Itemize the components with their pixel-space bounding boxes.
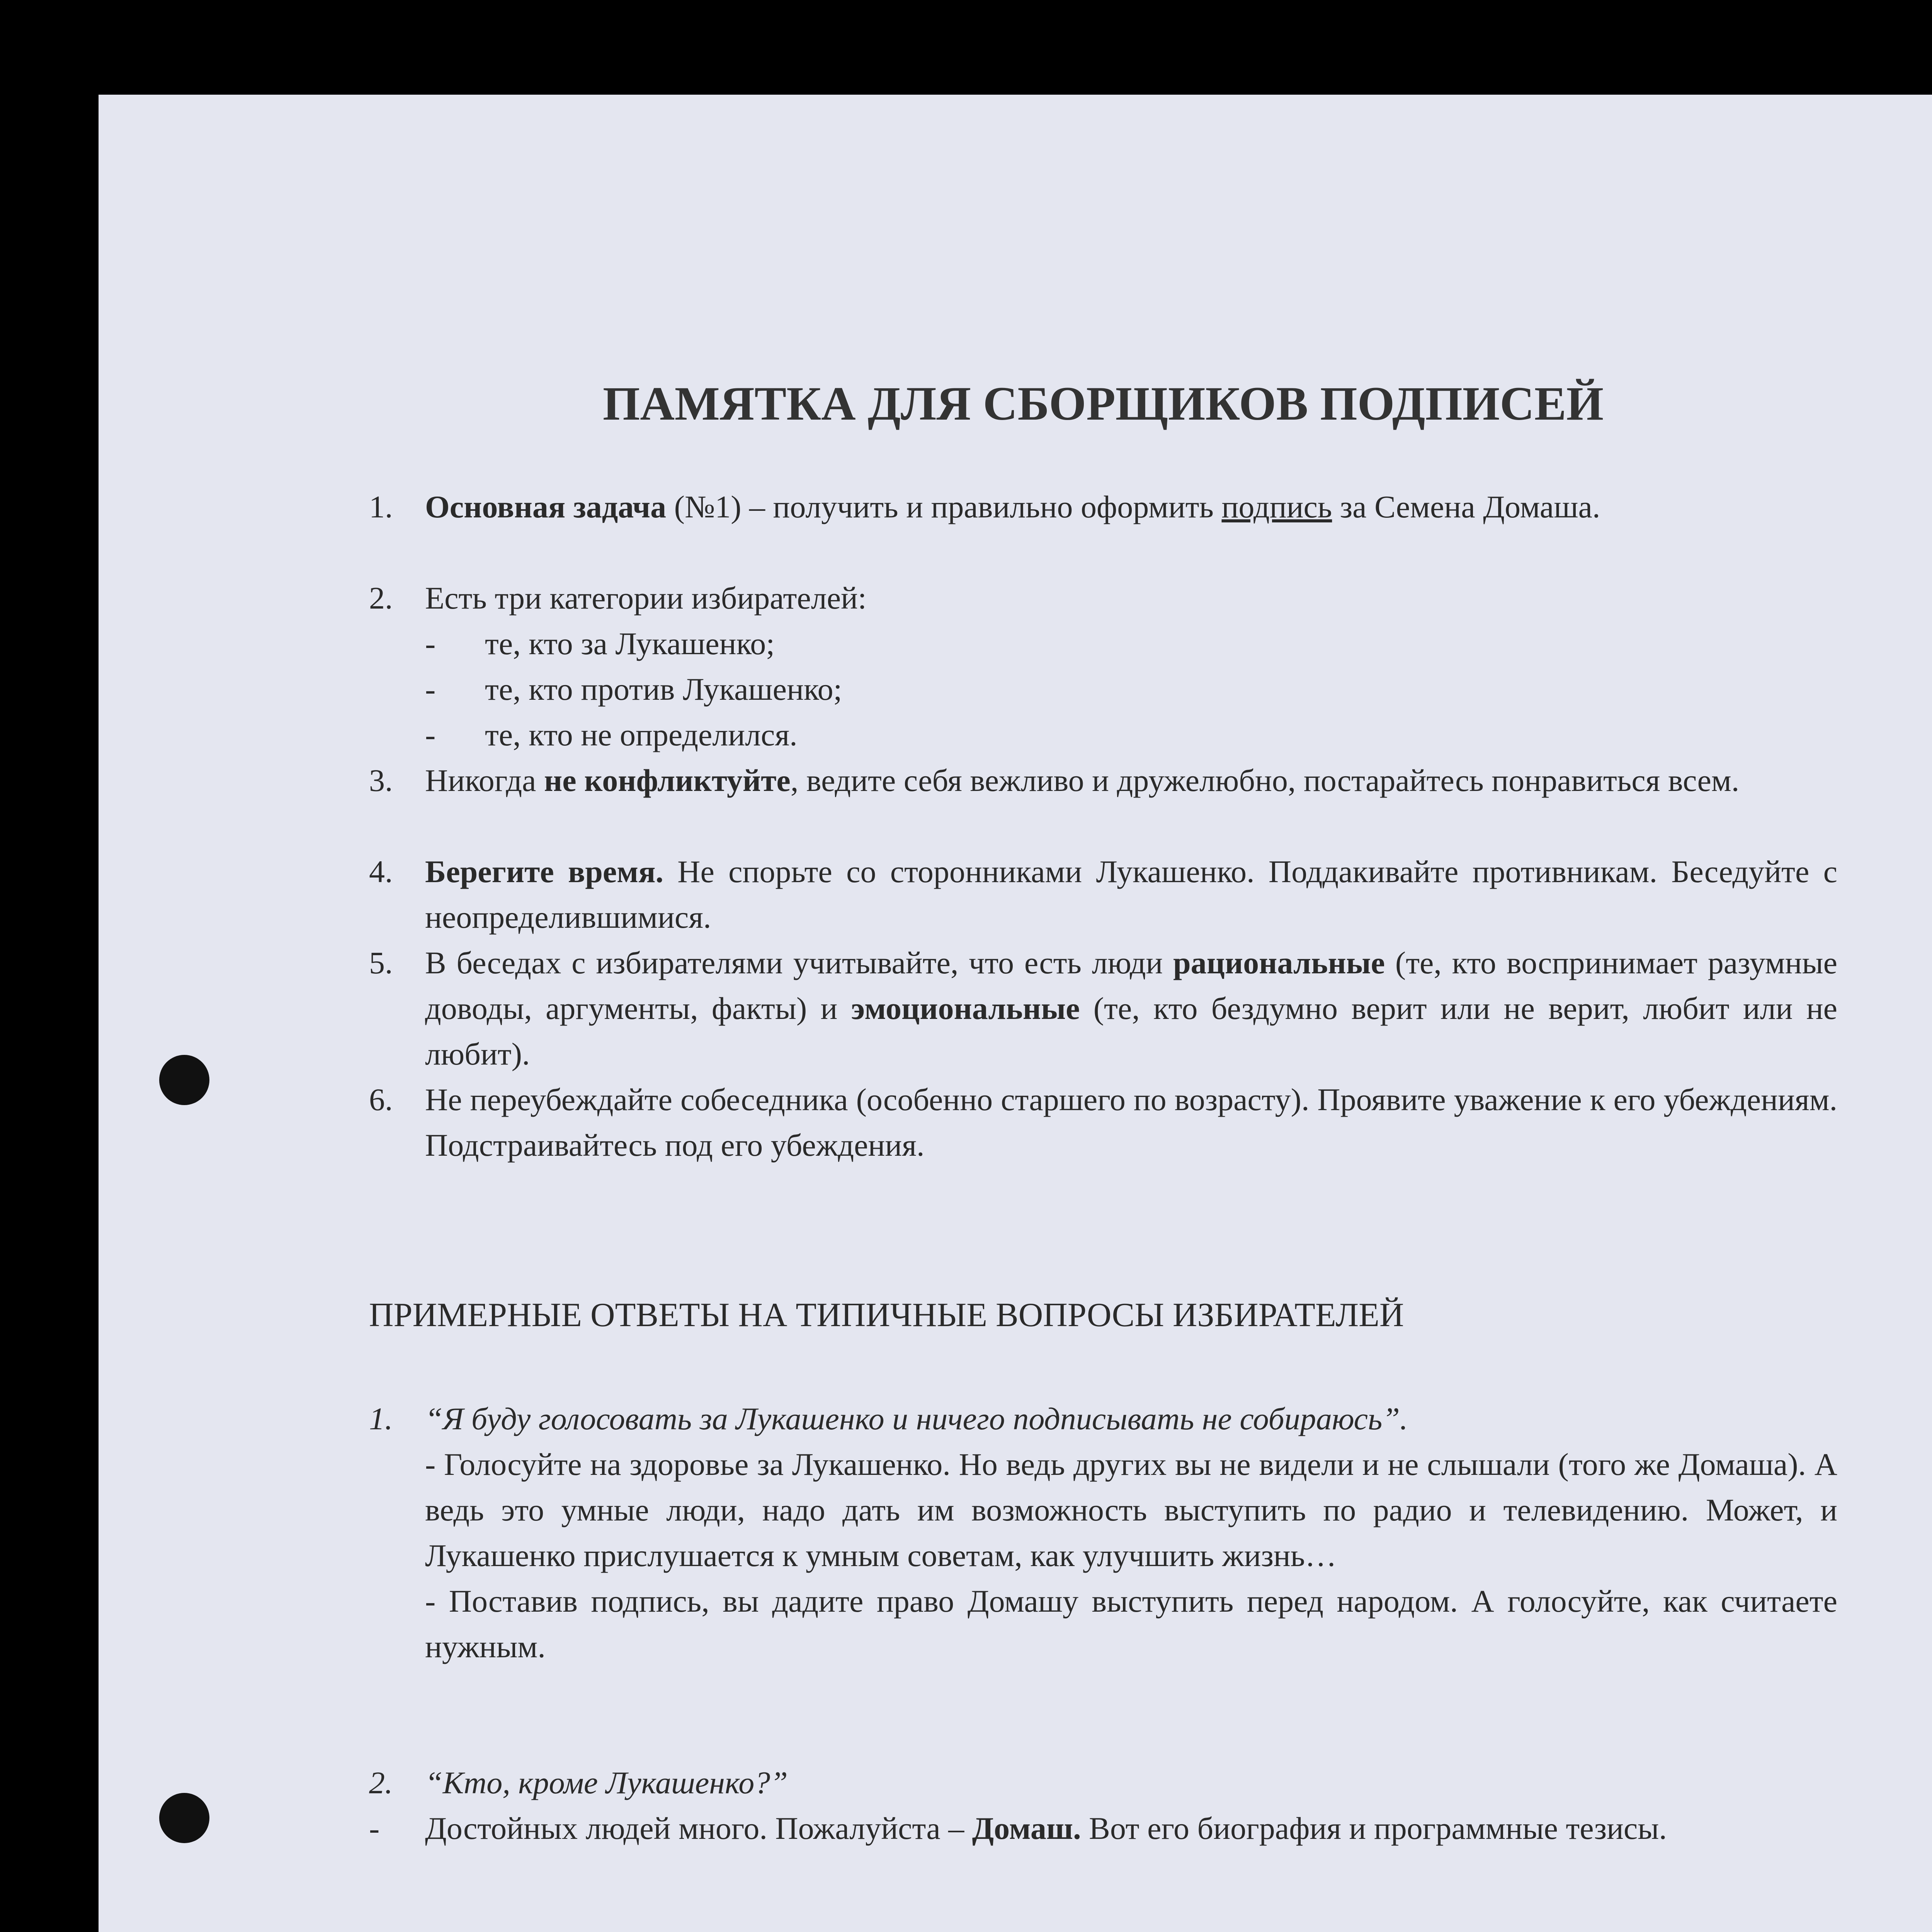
- document-page: [99, 95, 1932, 1932]
- voter-category: [425, 621, 1837, 667]
- rule-text-part: Никогда: [425, 763, 544, 798]
- rule-number: 4.: [369, 854, 393, 889]
- voter-question: “Я буду голосовать за Лукашенко и ничего подписывать не собираюсь”.: [425, 1401, 1408, 1436]
- voter-category: [425, 712, 1837, 758]
- rule-text-part: Не спорьте со сторонниками Лукашенко. Поддакивайте противникам. Беседуйте с неопределившимися.: [425, 854, 1837, 935]
- answer-body: [425, 1396, 1837, 1670]
- rule-text: [425, 940, 1837, 1077]
- answer-line: [369, 1806, 1837, 1851]
- rule-underlined-text: подпись: [1221, 489, 1332, 524]
- list-dash: -: [369, 1811, 380, 1846]
- rule-number: 5.: [369, 945, 393, 980]
- rule-bold-text: Берегите время.: [425, 854, 663, 889]
- rule-text: [425, 849, 1837, 940]
- rule-text-part: , ведите себя вежливо и дружелюбно, постарайтесь понравиться всем.: [790, 763, 1740, 798]
- list-dash: -: [425, 717, 436, 752]
- answer-1: [369, 1396, 1837, 1670]
- rule-text-part: В беседах с избирателями учитывайте, что есть люди: [425, 945, 1173, 980]
- section-heading: ПРИМЕРНЫЕ ОТВЕТЫ НА ТИПИЧНЫЕ ВОПРОСЫ ИЗБИРАТЕЛЕЙ: [369, 1296, 1404, 1334]
- answer-paragraph: [425, 1806, 1837, 1851]
- rule-text-part: за Семена Домаша.: [1332, 489, 1600, 524]
- punch-hole-top: [159, 1055, 209, 1105]
- rule-text-part: (те, кто воспринимает разумные доводы, аргументы, факты) и: [425, 945, 1837, 1026]
- rule-text: Не переубеждайте собеседника (особенно старшего по возрасту). Проявите уважение к его убеждениям. Подстраивайтесь под его убеждения.: [425, 1082, 1837, 1163]
- answer-2: [369, 1760, 1837, 1851]
- answer-paragraph: - Голосуйте на здоровье за Лукашенко. Но ведь других вы не видели и не слышали (того же Домаша). А ведь это умные люди, надо дать им возможность выступить по радио и телевидению. Может, и Лукашенко прислушается к умным советам, как улучшить жизнь…: [425, 1447, 1837, 1573]
- category-text: те, кто не определился.: [485, 717, 798, 752]
- answer-bold-text: Домаш.: [972, 1811, 1081, 1846]
- rule-number: 1.: [369, 489, 393, 524]
- answer-text-part: Вот его биография и программные тезисы.: [1081, 1811, 1667, 1846]
- rule-text-part: (те, кто бездумно верит или не верит, любит или не любит).: [425, 991, 1837, 1071]
- category-text: те, кто за Лукашенко;: [485, 626, 775, 661]
- rule-number: 2.: [369, 580, 393, 616]
- rule-6: [369, 1077, 1837, 1168]
- answer-body: [425, 1760, 1837, 1806]
- answer-text-part: Достойных людей много. Пожалуйста –: [425, 1811, 972, 1846]
- rule-text: Есть три категории избирателей:: [425, 580, 867, 616]
- rule-bold-text: рациональные: [1173, 945, 1385, 980]
- voter-category: [425, 667, 1837, 712]
- rule-bold-text: не конфликтуйте: [544, 763, 791, 798]
- rule-5: [369, 940, 1837, 1077]
- answer-paragraph: - Поставив подпись, вы дадите право Домашу выступить перед народом. А голосуйте, как считаете нужным.: [425, 1583, 1837, 1664]
- rule-text: [425, 484, 1837, 530]
- rule-4: [369, 849, 1837, 940]
- list-dash: -: [425, 672, 436, 707]
- rule-text-part: (№1) – получить и правильно оформить: [666, 489, 1222, 524]
- rule-text: [425, 758, 1837, 803]
- list-dash: -: [425, 626, 436, 661]
- punch-hole-bottom: [159, 1793, 209, 1843]
- rule-3: [369, 758, 1837, 803]
- rule-1: [369, 484, 1837, 530]
- rule-bold-text: Основная задача: [425, 489, 667, 524]
- voter-question: “Кто, кроме Лукашенко?”: [425, 1765, 788, 1800]
- question-number: 1.: [369, 1401, 393, 1436]
- rule-number: 3.: [369, 763, 393, 798]
- category-text: те, кто против Лукашенко;: [485, 672, 842, 707]
- rule-number: 6.: [369, 1082, 393, 1117]
- rule-2: [369, 575, 1837, 758]
- document-title: ПАМЯТКА ДЛЯ СБОРЩИКОВ ПОДПИСЕЙ: [602, 377, 1604, 430]
- question-number: 2.: [369, 1765, 393, 1800]
- rule-bold-text: эмоциональные: [851, 991, 1080, 1026]
